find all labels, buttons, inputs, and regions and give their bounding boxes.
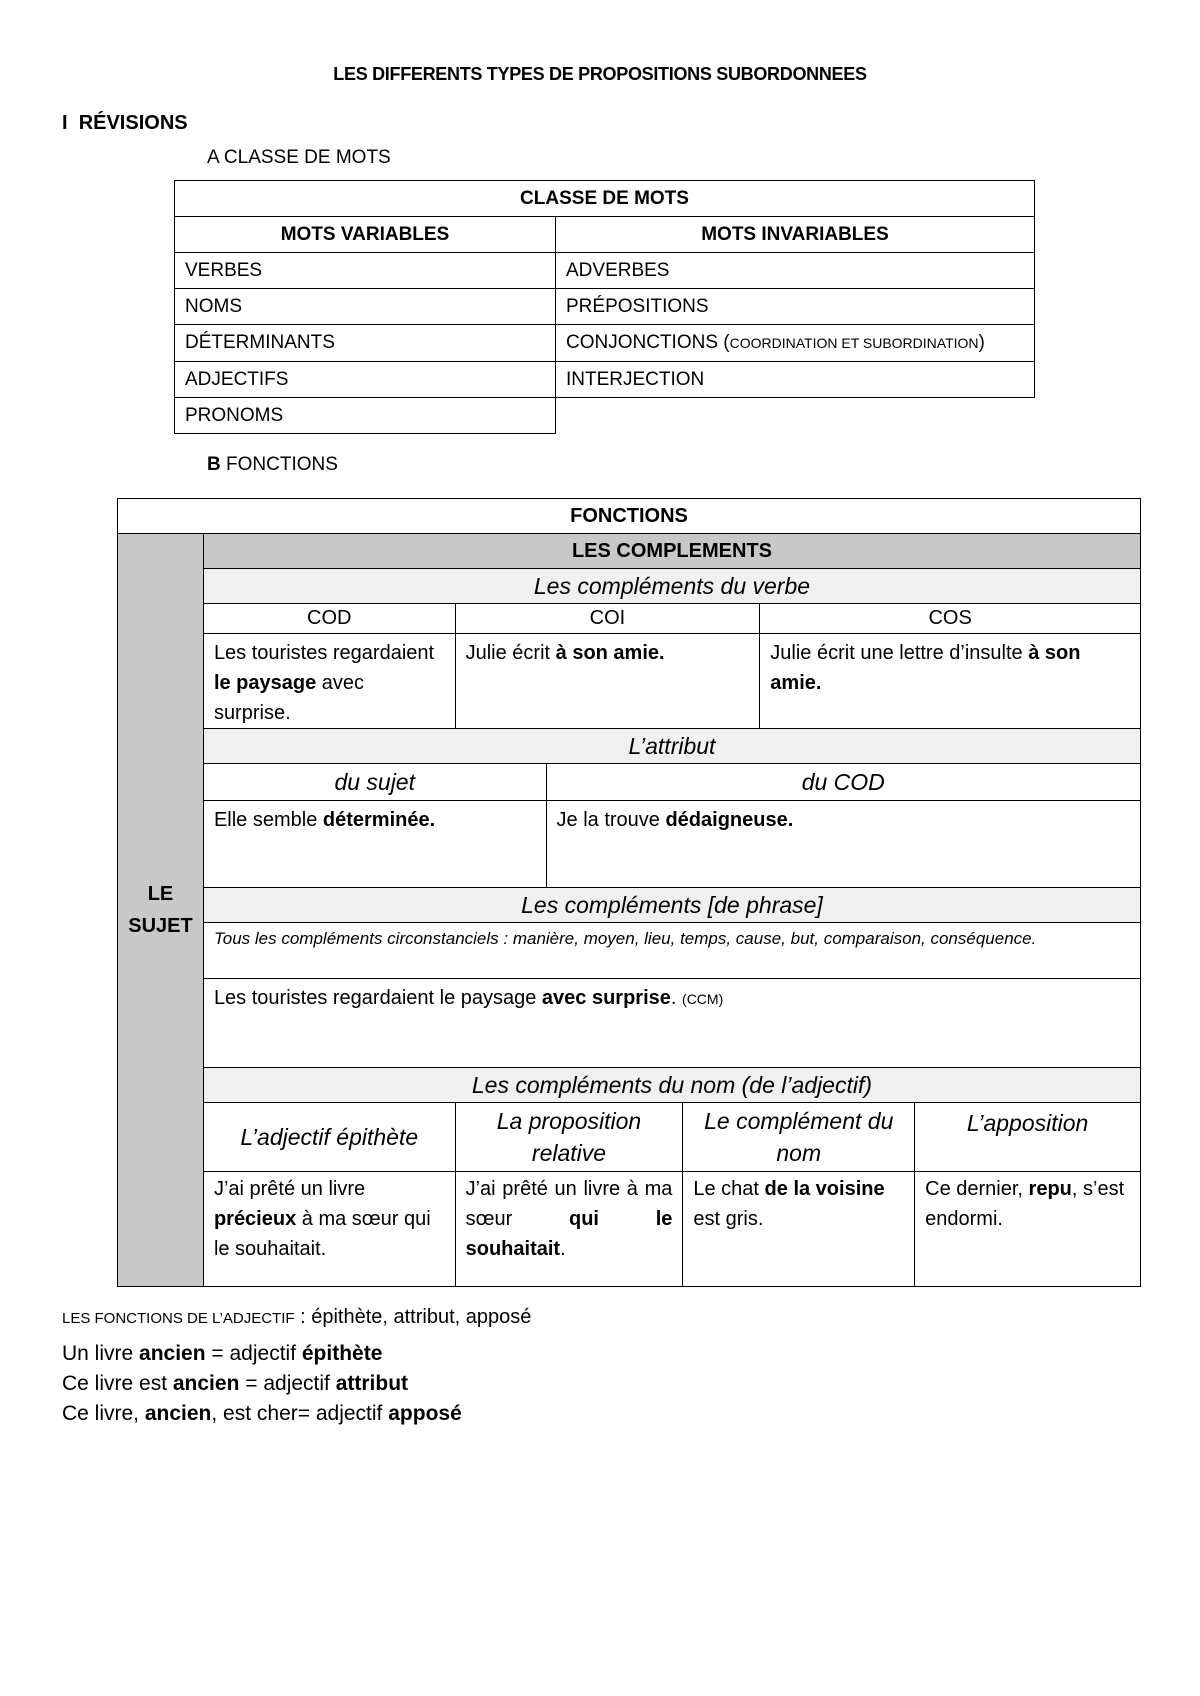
col-adjectif-epithete: L’adjectif épithète	[203, 1103, 455, 1172]
section-label: RÉVISIONS	[78, 112, 188, 134]
cos-example: Julie écrit une lettre d’insulte à son amie.	[760, 634, 1141, 729]
complements-nom-title: Les compléments du nom (de l’adjectif)	[203, 1068, 1140, 1103]
relative-example: J’ai prêté un livre à ma sœur qui le souhaitait.	[455, 1172, 683, 1287]
col-proposition-relative: La proposition relative	[455, 1103, 683, 1172]
attribut-title: L’attribut	[203, 729, 1140, 764]
conjonctions-close: )	[978, 332, 985, 353]
apposition-example: Ce dernier, repu, s’est endormi.	[915, 1172, 1141, 1287]
adjectif-functions-text: épithète, attribut, apposé	[311, 1306, 532, 1328]
col-cos: COS	[760, 604, 1141, 634]
col-variables-header: MOTS VARIABLES	[175, 217, 556, 253]
adjectif-functions-line: LES FONCTIONS DE L’ADJECTIF : épithète, attribut, apposé	[62, 1306, 532, 1328]
empty-cell	[556, 398, 1035, 434]
fonctions-header: FONCTIONS	[118, 499, 1141, 534]
sujet-line2: SUJET	[128, 915, 193, 937]
col-coi: COI	[455, 604, 760, 634]
attribut-sujet-header: du sujet	[203, 764, 546, 801]
col-complement-du-nom: Le complément du nom	[683, 1103, 915, 1172]
variable-cell: DÉTERMINANTS	[175, 325, 556, 362]
page-title: LES DIFFERENTS TYPES DE PROPOSITIONS SUBORDONNEES	[333, 64, 867, 84]
attribut-sujet-example: Elle semble déterminée.	[203, 801, 546, 888]
col-invariables-header: MOTS INVARIABLES	[556, 217, 1035, 253]
example-line-1: Un livre ancien = adjectif épithète	[62, 1342, 383, 1365]
coi-example: Julie écrit à son amie.	[455, 634, 760, 729]
variable-cell: VERBES	[175, 253, 556, 289]
cod-example: Les touristes regardaient le paysage avec surprise.	[203, 634, 455, 729]
invariable-cell: ADVERBES	[556, 253, 1035, 289]
phrase-example: Les touristes regardaient le paysage avec surprise. (CCM)	[203, 979, 1140, 1068]
classe-table-header: CLASSE DE MOTS	[175, 181, 1035, 217]
subheading-a: A CLASSE DE MOTS	[207, 147, 391, 168]
variable-cell: NOMS	[175, 289, 556, 325]
col-apposition: L’apposition	[915, 1103, 1141, 1172]
section-heading	[62, 112, 188, 135]
fonctions-table	[117, 498, 1141, 1287]
complements-header: LES COMPLEMENTS	[203, 534, 1140, 569]
section-number: I	[62, 112, 68, 134]
col-cod: COD	[203, 604, 455, 634]
invariable-cell: PRÉPOSITIONS	[556, 289, 1035, 325]
invariable-cell	[556, 325, 1035, 362]
conjonctions-note: COORDINATION ET SUBORDINATION	[729, 335, 979, 351]
subheading-b-label: FONCTIONS	[220, 454, 338, 475]
variable-cell: ADJECTIFS	[175, 362, 556, 398]
sujet-cell	[118, 534, 204, 1287]
example-line-2: Ce livre est ancien = adjectif attribut	[62, 1372, 409, 1395]
complements-phrase-title: Les compléments [de phrase]	[203, 888, 1140, 923]
variable-cell: PRONOMS	[175, 398, 556, 434]
complements-verbe-title: Les compléments du verbe	[203, 569, 1140, 604]
conjonctions-label: CONJONCTIONS (	[566, 332, 730, 353]
attribut-cod-example: Je la trouve dédaigneuse.	[546, 801, 1140, 888]
cdn-example: Le chat de la voisine est gris.	[683, 1172, 915, 1287]
invariable-cell: INTERJECTION	[556, 362, 1035, 398]
subheading-b-letter: B	[207, 454, 221, 475]
adjectif-functions-label: LES FONCTIONS DE L’ADJECTIF	[62, 1310, 295, 1327]
attribut-cod-header: du COD	[546, 764, 1140, 801]
classe-de-mots-table	[174, 180, 1035, 434]
epithete-example: J’ai prêté un livre précieux à ma sœur qui le souhaitait.	[203, 1172, 455, 1287]
sujet-line1: LE	[147, 883, 174, 905]
circonstanciels-note: Tous les compléments circonstanciels : manière, moyen, lieu, temps, cause, but, comparaison, conséquence.	[203, 923, 1140, 979]
subheading-b	[207, 454, 338, 476]
example-line-3: Ce livre, ancien, est cher= adjectif apposé	[62, 1402, 462, 1425]
